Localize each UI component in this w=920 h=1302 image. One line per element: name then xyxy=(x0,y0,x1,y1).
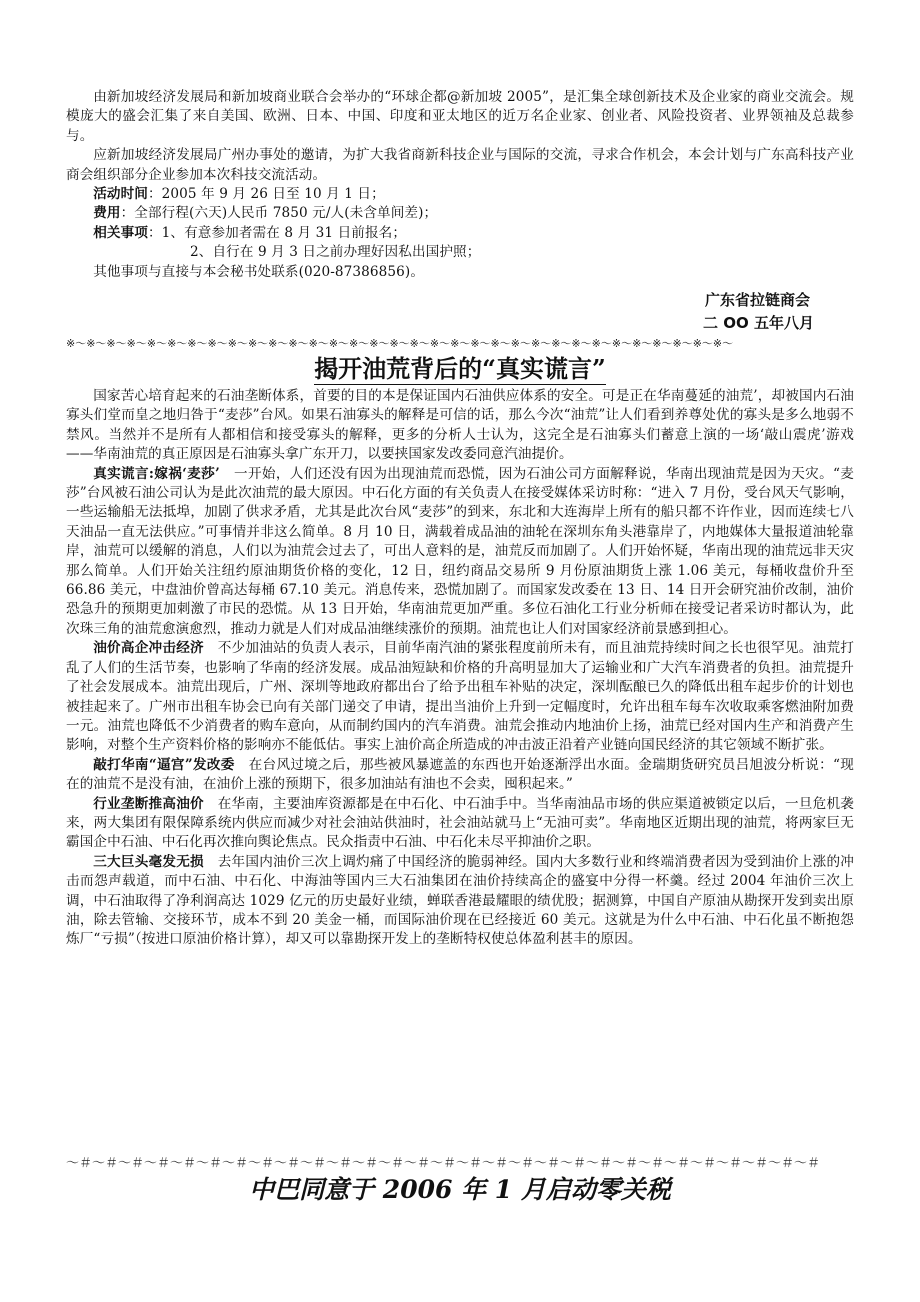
article-intro: 国家苦心培育起来的石油垄断体系，首要的目的本是保证国内石油供应体系的安全。可是正在华南蔓延的油荒’，却被国内石油寡头们堂而皇之地归咎于“麦莎”台风。如果石油寡头的解释是可信的话，那么今次“油荒”让人们看到养尊处优的寡头是多么地弱不禁风。当然并不是所有人都相信和接受寡头的解释，更多的分析人士认为，这完全是石油寡头们蓄意上演的一场‘敲山震虎’游戏——华南油荒的真正原因是石油寡头拿广东开刀，以要挟国家发改委同意汽油提价。 xyxy=(66,388,854,463)
article-section-3 xyxy=(0,756,920,795)
notice-paragraph-1: 由新加坡经济发展局和新加坡商业联合会举办的“环球企都@新加坡 2005”，是汇集全球创新技术及企业家的商业交流会。规模庞大的盛会汇集了来自美国、欧洲、日本、中国、印度和亚太地区的近万名企业家、创业者、风险投资者、业界领袖及总裁参与。 xyxy=(66,89,854,144)
matters-label: 相关事项 xyxy=(93,224,148,241)
section-5-text: 去年国内油价三次上调灼痛了中国经济的脆弱神经。国内大多数行业和终端消费者因为受到油价上涨的冲击而怨声载道，而中石油、中石化、中海油等国内三大石油集团在油价持续高企的盛宴中分得一杯羹。经过 2004 年油价三次上调，中石油取得了净利润高达 1029 亿元的历史最好业绩，蝉联香港最耀眼的绩优股；据测算，中国自产原油从勘探开发到卖出原油，除去管输、交接环节，成本不到 20 美金一桶，而国际油价现在已经接近 60 美元。这就是为什么中石油、中石化虽不断抱怨炼厂“亏损”（按进口原油价格计算），却又可以靠勘探开发上的垄断特权使总体盈利甚丰的原因。 xyxy=(66,853,854,948)
section-4-heading: 行业垄断推高油价 xyxy=(93,795,204,812)
notice-paragraph-2: 应新加坡经济发展局广州办事处的邀请，为扩大我省商新科技企业与国际的交流，寻求合作机会，本会计划与广东高科技产业商会组织部分企业参加本次科技交流活动。 xyxy=(66,147,854,183)
time-label: 活动时间 xyxy=(93,186,148,203)
signature-date: 二 OO 五年八月 xyxy=(703,314,814,332)
section-divider: ※～※～※～※～※～※～※～※～※～※～※～※～※～※～※～※～※～※～※～※～※～※～※～※～※～※～※～※～※～※～※～※～※～ xyxy=(66,337,734,350)
article-section-1 xyxy=(0,465,920,640)
article-section-4 xyxy=(0,795,920,853)
article-body xyxy=(0,387,920,950)
time-value: ：2005 年 9 月 26 日至 10 月 1 日； xyxy=(147,186,385,203)
notice-time xyxy=(0,185,920,204)
section-4-text: 在华南，主要油库资源都是在中石化、中石油手中。当华南油品市场的供应渠道被锁定以后，一旦危机袭来，两大集团有限保障系统内供应而减少对社会油站供油时，社会油站就马上“无油可卖”。华南地区近期出现的油荒，将两家巨无霸国企中石油、中石化再次推向舆论焦点。民众指责中石油、中石化未尽平抑油价之职。 xyxy=(66,795,854,851)
next-article-headline: 中巴同意于 2006 年 1 月启动零关税 xyxy=(249,1175,671,1204)
section-2-text: 不少加油站的负责人表示，目前华南汽油的紧张程度前所未有，而且油荒持续时间之长也很罕见。油荒打乱了人们的生活节奏，也影响了华南的经济发展。成品油短缺和价格的升高明显加大了运输业和广大汽车消费者的负担。油荒提升了社会发展成本。油荒出现后，广州、深圳等地政府都出台了给予出租车补贴的决定，深圳酝酿已久的降低出租车起步价的计划也被挂起来了。广州市出租车协会已向有关部门递交了申请，提出当油价上升到一定幅度时，允许出租车每车次收取乘客燃油附加费一元。油荒也降低不少消费者的购车意向，从而制约国内的汽车消费。油荒会推动内地油价上扬，油荒已经对国内生产和消费产生影响，对整个生产资料价格的影响亦不能低估。事实上油价高企所造成的冲击波正沿着产业链向国民经济的其它领域不断扩张。 xyxy=(66,640,854,754)
fee-value: ：全部行程(六天)人民币 7850 元/人(未含单间差)； xyxy=(120,205,438,222)
matters-item-2: 2、自行在 9 月 3 日之前办理好因私出国护照； xyxy=(190,244,481,261)
article-headline-text: 揭开油荒背后的“真实谎言” xyxy=(314,354,606,383)
section-1-text: 一开始，人们还没有因为出现油荒而恐慌，因为石油公司方面解释说，华南出现油荒是因为天灾。“麦莎”台风被石油公司认为是此次油荒的最大原因。中石化方面的有关负责人在接受媒体采访时称：“进入 7 月份，受台风天气影响，一些运输船无法抵埠，加剧了供求矛盾，尤其是此次台风“麦莎”的到来，东北和大连海岸上所有的船只都不许作业，因而连续七八天油品一直无法供应。”可事情并非这么简单。8 月 10 日，满载着成品油的油轮在深圳东角头港靠岸了，内地媒体大量报道油轮靠岸，油荒可以缓解的消息，人们以为油荒会过去了，可出人意料的是，油荒反而加剧了。人们开始怀疑，华南出现的油荒远非天灾那么简单。人们开始关注纽约原油期货价格的变化，12 日，纽约商品交易所 9 月份原油期货上涨 1.06 美元，每桶收盘价升至 66.86 美元，中盘油价曾高达每桶 67.10 美元。消息传来，恐慌加剧了。而国家发改委在 13 日、14 日开会研究油价改制，油价恐急升的预期更加刺激了市民的恐慌。从 13 日开始，华南油荒更加严重。多位石油化工行业分析师在接受记者采访时都认为，此次珠三角的油荒愈演愈烈，推动力就是人们对成品油继续涨价的预期。油荒也让人们对国家经济前景感到担心。 xyxy=(66,465,855,637)
notice-contact: 其他事项与直接与本会秘书处联系(020-87386856)。 xyxy=(93,263,425,280)
fee-label: 费用 xyxy=(93,205,121,222)
section-divider-2: ～＃～＃～＃～＃～＃～＃～＃～＃～＃～＃～＃～＃～＃～＃～＃～＃～＃～＃～＃～＃～＃～＃～＃～＃～＃～＃～＃～＃～＃ xyxy=(66,1156,821,1171)
article-section-5 xyxy=(0,853,920,950)
article-section-2 xyxy=(0,639,920,755)
section-5-heading: 三大巨头毫发无损 xyxy=(93,853,204,870)
section-1-heading: 真实谎言:嫁祸‘麦莎’ xyxy=(93,465,220,482)
section-3-heading: 敲打华南“逼宫”发改委 xyxy=(93,756,235,773)
event-notice xyxy=(0,88,920,282)
notice-fee xyxy=(0,204,920,223)
matters-item-1: ：1、有意参加者需在 8 月 31 日前报名； xyxy=(147,224,407,241)
signature-organization: 广东省拉链商会 xyxy=(704,291,810,309)
notice-matters xyxy=(0,224,920,243)
section-3-text: 在台风过境之后，那些被风暴遮盖的东西也开始逐渐浮出水面。金瑞期货研究员吕旭波分析说：“现在的油荒不是没有油，在油价上涨的预期下，很多加油站有油也不会卖，囤积起来。” xyxy=(66,756,854,793)
section-2-heading: 油价高企冲击经济 xyxy=(93,640,204,657)
article-headline xyxy=(0,349,920,384)
